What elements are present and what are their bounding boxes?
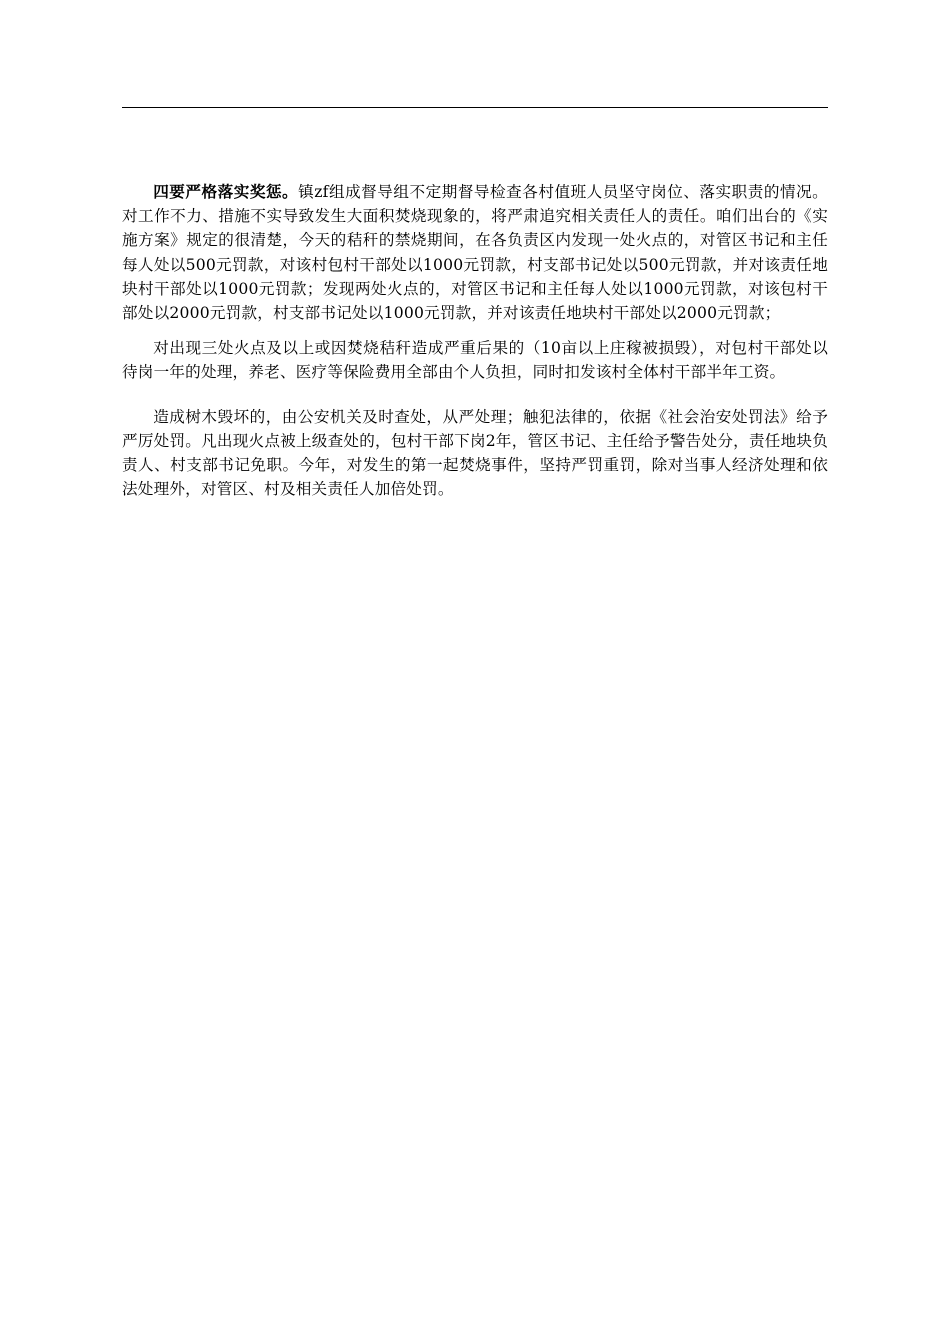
paragraph-legal-penalties bbox=[122, 405, 828, 502]
paragraph-rewards-penalties bbox=[122, 180, 828, 325]
paragraph-lead-heading: 四要严格落实奖惩。 bbox=[153, 182, 299, 201]
paragraph-text: 造成树木毁坏的，由公安机关及时查处，从严处理；触犯法律的，依据《社会治安处罚法》给予严厉处罚。凡出现火点被上级查处的，包村干部下岗2年，管区书记、主任给予警告处分，责任地块负责人、村支部书记免职。今年，对发生的第一起焚烧事件，坚持严罚重罚，除对当事人经济处理和依法处理外，对管区、村及相关责任人加倍处罚。 bbox=[122, 407, 828, 499]
header-rule bbox=[122, 107, 828, 108]
document-body bbox=[122, 180, 828, 512]
paragraph-text: 镇zf组成督导组不定期督导检查各村值班人员坚守岗位、落实职责的情况。对工作不力、措施不实导致发生大面积焚烧现象的，将严肃追究相关责任人的责任。咱们出台的《实施方案》规定的很清楚，今天的秸秆的禁烧期间，在各负责区内发现一处火点的，对管区书记和主任每人处以500元罚款，对该村包村干部处以1000元罚款，村支部书记处以500元罚款，并对该责任地块村干部处以1000元罚款；发现两处火点的，对管区书记和主任每人处以1000元罚款，对该包村干部处以2000元罚款，村支部书记处以1000元罚款，并对该责任地块村干部处以2000元罚款； bbox=[122, 183, 828, 323]
paragraph-serious-consequences bbox=[122, 336, 828, 384]
paragraph-text: 对出现三处火点及以上或因焚烧秸秆造成严重后果的（10亩以上庄稼被损毁），对包村干部处以待岗一年的处理，养老、医疗等保险费用全部由个人负担，同时扣发该村全体村干部半年工资。 bbox=[122, 339, 828, 382]
